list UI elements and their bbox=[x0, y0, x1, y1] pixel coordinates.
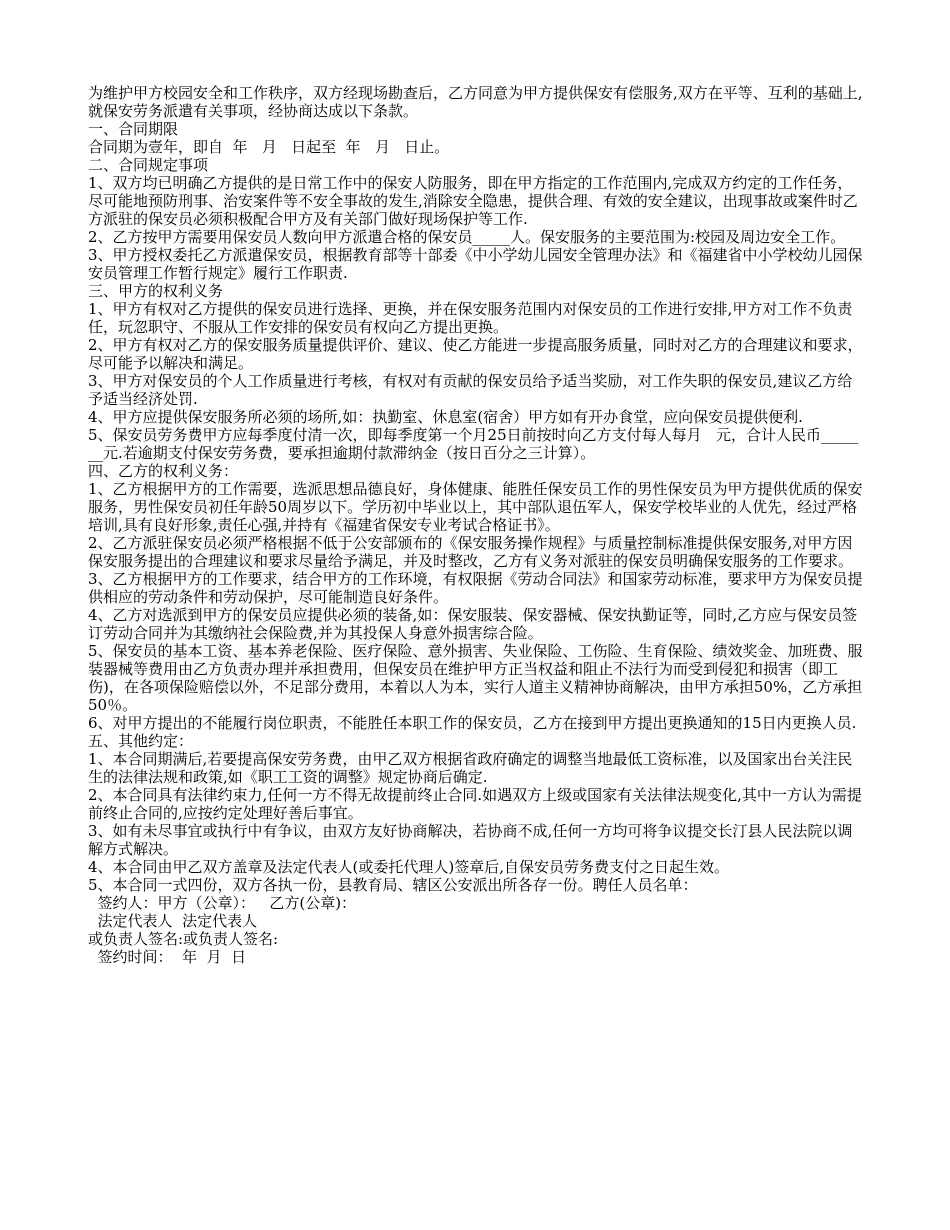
section-heading-party-a: 三、甲方的权利义务 bbox=[88, 282, 224, 300]
clause-3-3: 3、甲方对保安员的个人工作质量进行考核，有权对有贡献的保安员给予适当奖励，对工作失职的保安员,建议乙方给予适当经济处罚. bbox=[88, 372, 853, 408]
clause-3-5: 5、保安员劳务费甲方应每季度付清一次，即每季度第一个月25日前按时向乙方支付每人每月 元，合计人民币_______元.若逾期支付保安劳务费，要承担逾期付款滞纳金（按日百分之三计算）。 bbox=[88, 426, 859, 462]
clause-4-6: 6、对甲方提出的不能履行岗位职责，不能胜任本职工作的保安员，乙方在接到甲方提出更换通知的15日内更换人员. bbox=[88, 714, 857, 732]
legal-rep-line: 法定代表人 法定代表人 bbox=[88, 912, 258, 930]
clause-4-3: 3、乙方根据甲方的工作要求，结合甲方的工作环境，有权限据《劳动合同法》和国家劳动标准，要求甲方为保安员提供相应的劳动条件和劳动保护，尽可能制造良好条件。 bbox=[88, 570, 863, 606]
clause-5-4: 4、本合同由甲乙双方盖章及法定代表人(或委托代理人)签章后,自保安员劳务费支付之日起生效。 bbox=[88, 858, 730, 876]
term-paragraph: 合同期为壹年，即自 年 月 日起至 年 月 日止。 bbox=[88, 138, 450, 156]
clause-3-4: 4、甲方应提供保安服务所必须的场所,如：执勤室、休息室(宿舍）甲方如有开办食堂，应向保安员提供便利. bbox=[88, 408, 803, 426]
clause-4-2: 2、乙方派驻保安员必须严格根据不低于公安部颁布的《保安服务操作规程》与质量控制标准提供保安服务,对甲方因保安服务提出的合理建议和要求尽量给予满足，并及时整改，乙方有义务对派驻的保安员明确保安服务的工作要求。 bbox=[88, 534, 854, 570]
clause-5-3: 3、如有未尽事宜或执行中有争议，由双方友好协商解决，若协商不成,任何一方均可将争议提交长汀县人民法院以调解方式解决。 bbox=[88, 822, 853, 858]
section-heading-other: 五、其他约定： bbox=[88, 732, 194, 750]
clause-4-4: 4、乙方对选派到甲方的保安员应提供必须的装备,如：保安服装、保安器械、保安执勤证等，同时,乙方应与保安员签订劳动合同并为其缴纳社会保险费,并为其投保人身意外损害综合险。 bbox=[88, 606, 858, 642]
section-heading-terms: 二、合同规定事项 bbox=[88, 156, 209, 174]
section-heading-term: 一、合同期限 bbox=[88, 120, 179, 138]
clause-4-5: 5、保安员的基本工资、基本养老保险、医疗保险、意外损害、失业保险、工伤险、生育保险、绩效奖金、加班费、服装器械等费用由乙方负责办理并承担费用，但保安员在维护甲方正当权益和阻止不法行为而受到侵犯和损害（即工伤)，在各项保险赔偿以外，不足部分费用，本着以人为本，实行人道主义精神协商解决，由甲方承担50%，乙方承担50％。 bbox=[88, 642, 863, 714]
clause-5-2: 2、本合同具有法律约束力,任何一方不得无故提前终止合同.如遇双方上级或国家有关法律法规变化,其中一方认为需提前终止合同的,应按约定处理好善后事宜。 bbox=[88, 786, 862, 822]
intro-paragraph: 为维护甲方校园安全和工作秩序，双方经现场勘查后，乙方同意为甲方提供保安有偿服务,双方在平等、互利的基础上,就保安劳务派遣有关事项，经协商达成以下条款。 bbox=[88, 84, 863, 120]
clause-3-1: 1、甲方有权对乙方提供的保安员进行选择、更换，并在保安服务范围内对保安员的工作进行安排,甲方对工作不负责任，玩忽职守、不服从工作安排的保安员有权向乙方提出更换。 bbox=[88, 300, 853, 336]
responsible-person-line: 或负责人签名:或负责人签名: bbox=[88, 930, 279, 948]
clause-2-3: 3、甲方授权委托乙方派遣保安员，根据教育部等十部委《中小学幼儿园安全管理办法》和《福建省中小学校幼儿园保安员管理工作暂行规定》履行工作职责. bbox=[88, 246, 863, 282]
clause-2-2: 2、乙方按甲方需要用保安员人数向甲方派遣合格的保安员_____人。保安服务的主要范围为:校园及周边安全工作。 bbox=[88, 228, 846, 246]
signatory-line: 签约人：甲方（公章）： 乙方(公章)： bbox=[88, 894, 357, 912]
clause-4-1: 1、乙方根据甲方的工作需要，选派思想品德良好，身体健康、能胜任保安员工作的男性保安员为甲方提供优质的保安服务，男性保安员初任年龄50周岁以下。学历初中毕业以上，其中部队退伍军人，保安学校毕业的人优先，经过严格培训,具有良好形象,责任心强,并持有《福建省保安专业考试合格证书》。 bbox=[88, 480, 863, 534]
clause-3-2: 2、甲方有权对乙方的保安服务质量提供评价、建议、使乙方能进一步提高服务质量，同时对乙方的合理建议和要求，尽可能予以解决和满足。 bbox=[88, 336, 863, 372]
clause-5-5: 5、本合同一式四份，双方各执一份，县教育局、辖区公安派出所各存一份。聘任人员名单： bbox=[88, 876, 698, 894]
clause-5-1: 1、本合同期满后,若要提高保安劳务费，由甲乙双方根据省政府确定的调整当地最低工资标准，以及国家出台关注民生的法律法规和政策,如《职工工资的调整》规定协商后确定. bbox=[88, 750, 853, 786]
clause-2-1: 1、双方均已明确乙方提供的是日常工作中的保安人防服务，即在甲方指定的工作范围内,完成双方约定的工作任务，尽可能地预防刑事、治安案件等不安全事故的发生,消除安全隐患，提供合理、有效的安全建议，出现事故或案件时乙方派驻的保安员必须积极配合甲方及有关部门做好现场保护等工作. bbox=[88, 174, 858, 228]
signing-date-line: 签约时间： 年 月 日 bbox=[88, 948, 247, 966]
section-heading-party-b: 四、乙方的权利义务： bbox=[88, 462, 239, 480]
contract-body bbox=[88, 84, 863, 966]
